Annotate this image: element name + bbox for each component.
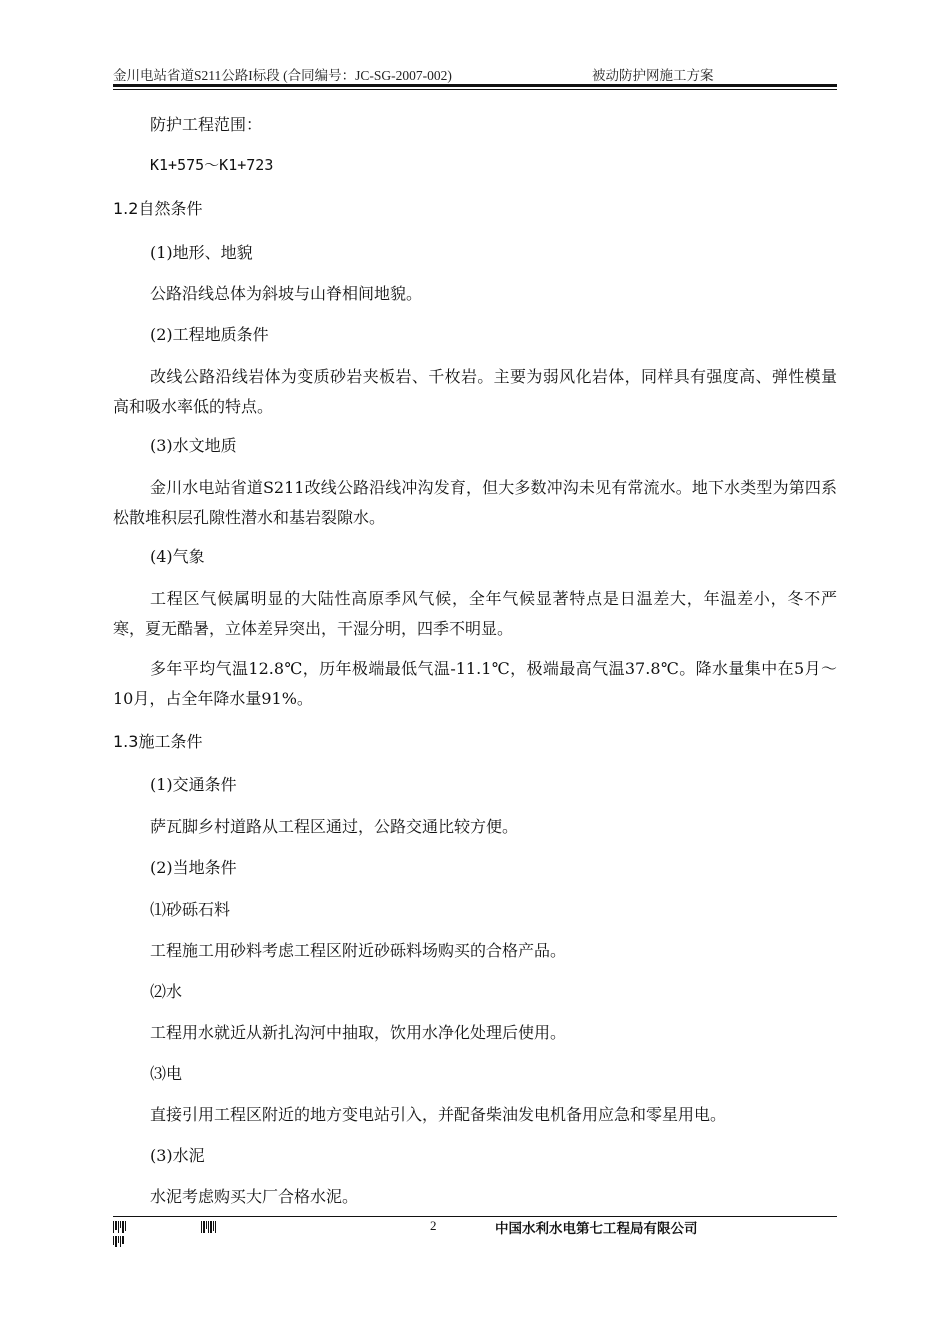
- subheading: (2)当地条件: [150, 858, 237, 877]
- paragraph: K1+575～K1+723: [150, 156, 274, 174]
- subheading: (3)水泥: [150, 1146, 205, 1165]
- subheading: ⑶电: [150, 1064, 183, 1083]
- paragraph: 萨瓦脚乡村道路从工程区通过，公路交通比较方便。: [150, 817, 519, 836]
- subheading: ⑵水: [150, 982, 183, 1001]
- paragraph: 防护工程范围：: [150, 115, 263, 134]
- subheading: (2)工程地质条件: [150, 325, 269, 344]
- header-rule-thick: [113, 84, 837, 87]
- section-heading: 1.3施工条件: [113, 732, 203, 751]
- header-right: 被动防护网施工方案: [592, 68, 714, 83]
- paragraph: 工程用水就近从新扎沟河中抽取，饮用水净化处理后使用。: [150, 1023, 567, 1042]
- paragraph: 工程区气候属明显的大陆性高原季风气候，全年气候显著特点是日温差大，年温差小，冬不严寒，夏无酷暑，立体差异突出，干湿分明，四季不明显。: [113, 589, 837, 638]
- header-rule-thin: [113, 89, 837, 90]
- subheading: ⑴砂砾石料: [150, 900, 231, 919]
- barcode-mark-left: [113, 1221, 126, 1233]
- page-number: 2: [430, 1218, 437, 1233]
- paragraph: 公路沿线总体为斜坡与山脊相间地貌。: [150, 284, 423, 303]
- paragraph: 改线公路沿线岩体为变质砂岩夹板岩、千枚岩。主要为弱风化岩体，同样具有强度高、弹性模量高和吸水率低的特点。: [113, 367, 837, 416]
- paragraph: 多年平均气温12.8℃，历年极端最低气温-11.1℃，极端最高气温37.8℃。降水量集中在5月～10月，占全年降水量91%。: [113, 659, 837, 708]
- barcode-mark-center: [201, 1221, 216, 1233]
- subheading: (4)气象: [150, 547, 205, 566]
- header-left: 金川电站省道S211公路I标段 (合同编号：JC-SG-2007-002): [113, 68, 452, 83]
- paragraph: 工程施工用砂料考虑工程区附近砂砾料场购买的合格产品。: [150, 941, 567, 960]
- subheading: (1)地形、地貌: [150, 243, 253, 262]
- paragraph: 金川水电站省道S211改线公路沿线冲沟发育，但大多数冲沟未见有常流水。地下水类型为第四系松散堆积层孔隙性潜水和基岩裂隙水。: [113, 478, 837, 527]
- subheading: (1)交通条件: [150, 775, 237, 794]
- footer-rule: [113, 1216, 837, 1217]
- subheading: (3)水文地质: [150, 436, 237, 455]
- barcode-mark-left-lower: [113, 1236, 124, 1247]
- paragraph: 水泥考虑购买大厂合格水泥。: [150, 1187, 359, 1206]
- section-heading: 1.2自然条件: [113, 199, 203, 218]
- paragraph: 直接引用工程区附近的地方变电站引入，并配备柴油发电机备用应急和零星用电。: [150, 1105, 727, 1124]
- footer-company: 中国水利水电第七工程局有限公司: [495, 1221, 698, 1237]
